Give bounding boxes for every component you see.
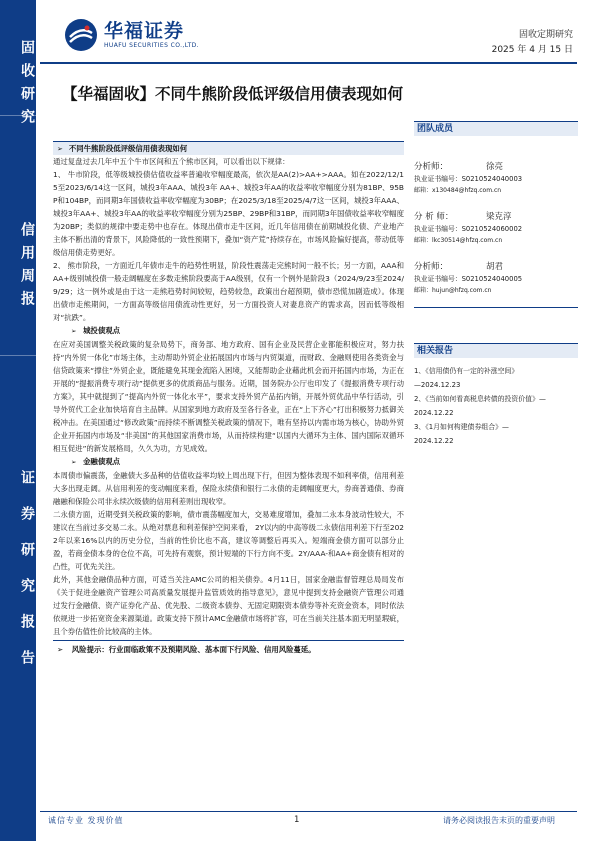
analyst-email[interactable]: 邮箱：lkc30514@hfzq.com.cn xyxy=(414,237,503,244)
logo-english-name: HUAFU SECURITIES CO.,LTD. xyxy=(104,42,200,49)
analyst-card xyxy=(414,210,578,246)
analyst-license: 执业证书编号：S0210524060002 xyxy=(414,225,523,233)
analyst-email[interactable]: 邮箱：hujun@hfzq.com.cn xyxy=(414,287,492,294)
sub-heading xyxy=(53,324,404,338)
sidebar-divider xyxy=(0,115,36,116)
section-heading-text: 不同牛熊阶段低评级信用债表现如何 xyxy=(68,144,188,153)
footer-slogan: 诚信专业 发现价值 xyxy=(48,816,124,825)
analyst-name: 梁克淳 xyxy=(486,212,512,222)
sub-heading-text: 金融债观点 xyxy=(83,457,120,466)
triangle-bullet-icon: ➢ xyxy=(57,144,63,153)
report-title: 【华福固收】不同牛熊阶段低评级信用债表现如何 xyxy=(62,85,404,103)
sub-heading-text: 城投债观点 xyxy=(83,326,120,335)
team-panel-divider xyxy=(414,307,578,308)
related-heading: 相关报告 xyxy=(414,343,578,358)
analyst-email[interactable]: 邮箱：x130484@hfzq.com.cn xyxy=(414,187,502,194)
paragraph: 2、 熊市阶段，一方面近几年债市走牛的趋势性明显，阶段性震荡走完熊时间一般不长；另一方面，AAA和AA+级别城投债一般走阔幅度在多数走熊阶段要高于AA级别，仅有一个例外是阶段3（2024/9/23至2024/9/29；这一例外或是由于这一走熊趋势时间较短，趋势较急，政策出台超预期，债市恐慌加剧造成）。体现出债市走熊期间，一方面高等级信用债流动性更好，另一方面投资人对妻息资产的需求高，因而低等级相对“抗跌”。 xyxy=(53,261,404,322)
paragraph: 二永债方面，近期受到关税政策的影响，债市震荡幅度加大，交易难度增加，叠加二永本身波动性较大，不建议在当前过多交易二永。从绝对票息和利差保护空间来看， 2Y以内的中高等级二永债信用利差下行至2022年以来16%以内的历史分位，当前的性价比也不高，建议等调整后再买入。短端商金债方面可以部分止盈，若商金债本身的仓位不高，可先持有观察，预计短端的下行方向不变。2Y/AAA-和AA+商金债有相对的凸性，可优先关注。 xyxy=(53,510,404,571)
sidebar-label-middle: 信用周报 xyxy=(19,222,35,314)
analyst-card xyxy=(414,260,578,296)
triangle-bullet-icon: ➢ xyxy=(57,645,64,654)
footer-disclaimer: 请务必阅读报告末页的重要声明 xyxy=(443,816,555,825)
analyst-label: 分析师： xyxy=(414,162,449,172)
paragraph: 本周债市偏震荡，金融债大多品种的估值收益率均较上周出现下行，但因为整体表现不如利率债，信用利差大多出现走阔。从信用利差的变动幅度来看，保险永续债和银行二永债的走阔幅度更大，券商普通债、券商融融和保险公司非永续次级债的信用利差则出现收窄。 xyxy=(53,471,404,506)
analyst-card xyxy=(414,160,578,196)
header-divider xyxy=(40,62,577,64)
sidebar-label-top: 固收研究 xyxy=(19,40,35,132)
sub-heading xyxy=(53,455,404,469)
page-number: 1 xyxy=(294,815,300,825)
related-report-link[interactable]: 1、《信用债仍有一定的补涨空间》 xyxy=(414,367,519,375)
analyst-name: 徐亮 xyxy=(486,162,504,172)
analyst-license: 执业证书编号：S0210524040005 xyxy=(414,275,523,283)
footer-divider xyxy=(40,811,577,812)
triangle-bullet-icon: ➢ xyxy=(71,458,77,466)
paragraph: 1、 牛市阶段，低等级城投债估值收益率普遍收窄幅度最高，依次是AA(2)>AA+>AAA。如在2022/12/15至2023/6/14这一区间，城投3年AAA、城投3年 AA+、城投3年AA的收益率收窄幅度分别为81BP、95BP和104BP，而同期3年国债收益率收窄幅度为30BP；在2025/3/18至2025/4/7这一区间，城投3年AAA、城投3年AA+、城投3年AA的收益率收窄幅度分别为25BP、29BP和31BP，而同期3年国债收益率收窄幅度为20BP；类似的规律中要走势中也存在。体现出债市走牛区间，近几年信用债在前期城投化债、产业地产主体不断出清的背景下，风险降低的一致性预期下，叠加“资产荒”持续存在，市场风险偏好提高，带动低等级信用债走势更好。 xyxy=(53,170,404,257)
header-meta xyxy=(492,28,573,58)
analyst-name: 胡君 xyxy=(486,262,504,272)
section-heading xyxy=(53,141,404,155)
logo-chinese-name: 华福证券 xyxy=(104,20,185,42)
related-report-link[interactable]: 2、《当前如何看高税息转债的投资价值》—2024.12.22 xyxy=(414,395,546,417)
company-logo xyxy=(64,18,199,52)
paragraph: 此外，其他金融债品种方面，可适当关注AMC公司的相关债券。4月11日，国家金融监督管理总局局发布《关于促进金融资产管理公司高质量发展提升监管质效的指导意见》，意见中提到支持金融资产管理公司通过发行金融债、资产证券化产品、优先股、二级资本债券、无固定期限资本债券等补充资金资本，同时依法依规进一步拓宽资金来源渠道。政策支持下预计AMC金融债市场将扩容，可在当前关注基本面无明显瑕疵，且个券估值性价比较高的主体。 xyxy=(53,575,404,636)
sidebar-label-bottom: 证券研究报告 xyxy=(19,470,35,686)
analyst-label: 分 析 师： xyxy=(414,212,454,222)
risk-warning xyxy=(53,640,404,656)
related-report-link[interactable]: 3、《1月如何构建债券组合》— xyxy=(414,423,509,431)
team-heading: 团队成员 xyxy=(414,121,578,136)
sidebar-divider xyxy=(0,355,36,356)
team-panel xyxy=(414,121,578,296)
risk-warning-text: 风险提示：行业面临政策不及预期风险、基本面下行风险、信用风险蔓延。 xyxy=(71,645,316,654)
main-content xyxy=(53,141,404,656)
triangle-bullet-icon: ➢ xyxy=(71,327,77,335)
related-report-date: 2024.12.22 xyxy=(414,437,454,445)
paragraph: 在应对美国调整关税政策的复杂局势下，商务部、地方政府、国有企业及民营企业都能积极应对，努力扶持“内外贸一体化”市场主体，主动帮助外贸企业拓展国内市场与内贸渠道，而财政、金融则使用各类资金与信贷政策来“撑住”外贸企业，既能避免其现金流陷入困境，又能帮助企业藉此机会而开拓国内市场，为正在开展的“提振消费专项行动”提供更多的优质商品与服务。近期，国务院办公厅也印发了《提振消费专项行动方案》，其中就提到了“提高内外贸一体化水平”，要求支持外贸产品拓内销，开展外贸优品中华行活动，引导外贸代工企业加快培育自主品牌。从国家到地方政府及至各行各业，正在“上下齐心”打出积极努力抵御关税冲击。在美国通过“修改政策”而持续不断调整关税政策的情况下，唯有坚持以内需市场为核心，协助外贸企业开拓国内市场及“非美国”的其他国家消费市场，从而持续构建“以国内大循环为主体、国内国际双循环相互促进”的新发展格局，久久为功，方见成效。 xyxy=(53,340,404,453)
related-reports-panel xyxy=(414,343,578,448)
report-type: 固收定期研究 xyxy=(518,30,573,40)
report-date: 2025 年 4 月 15 日 xyxy=(491,45,573,55)
analyst-label: 分析师： xyxy=(414,262,449,272)
paragraph: 通过复盘过去几年中五个牛市区间和五个熊市区间，可以看出以下规律： xyxy=(53,157,290,166)
analyst-license: 执业证书编号：S0210524040003 xyxy=(414,175,523,183)
logo-emblem-icon xyxy=(64,18,98,52)
related-report-date: —2024.12.23 xyxy=(414,381,461,389)
